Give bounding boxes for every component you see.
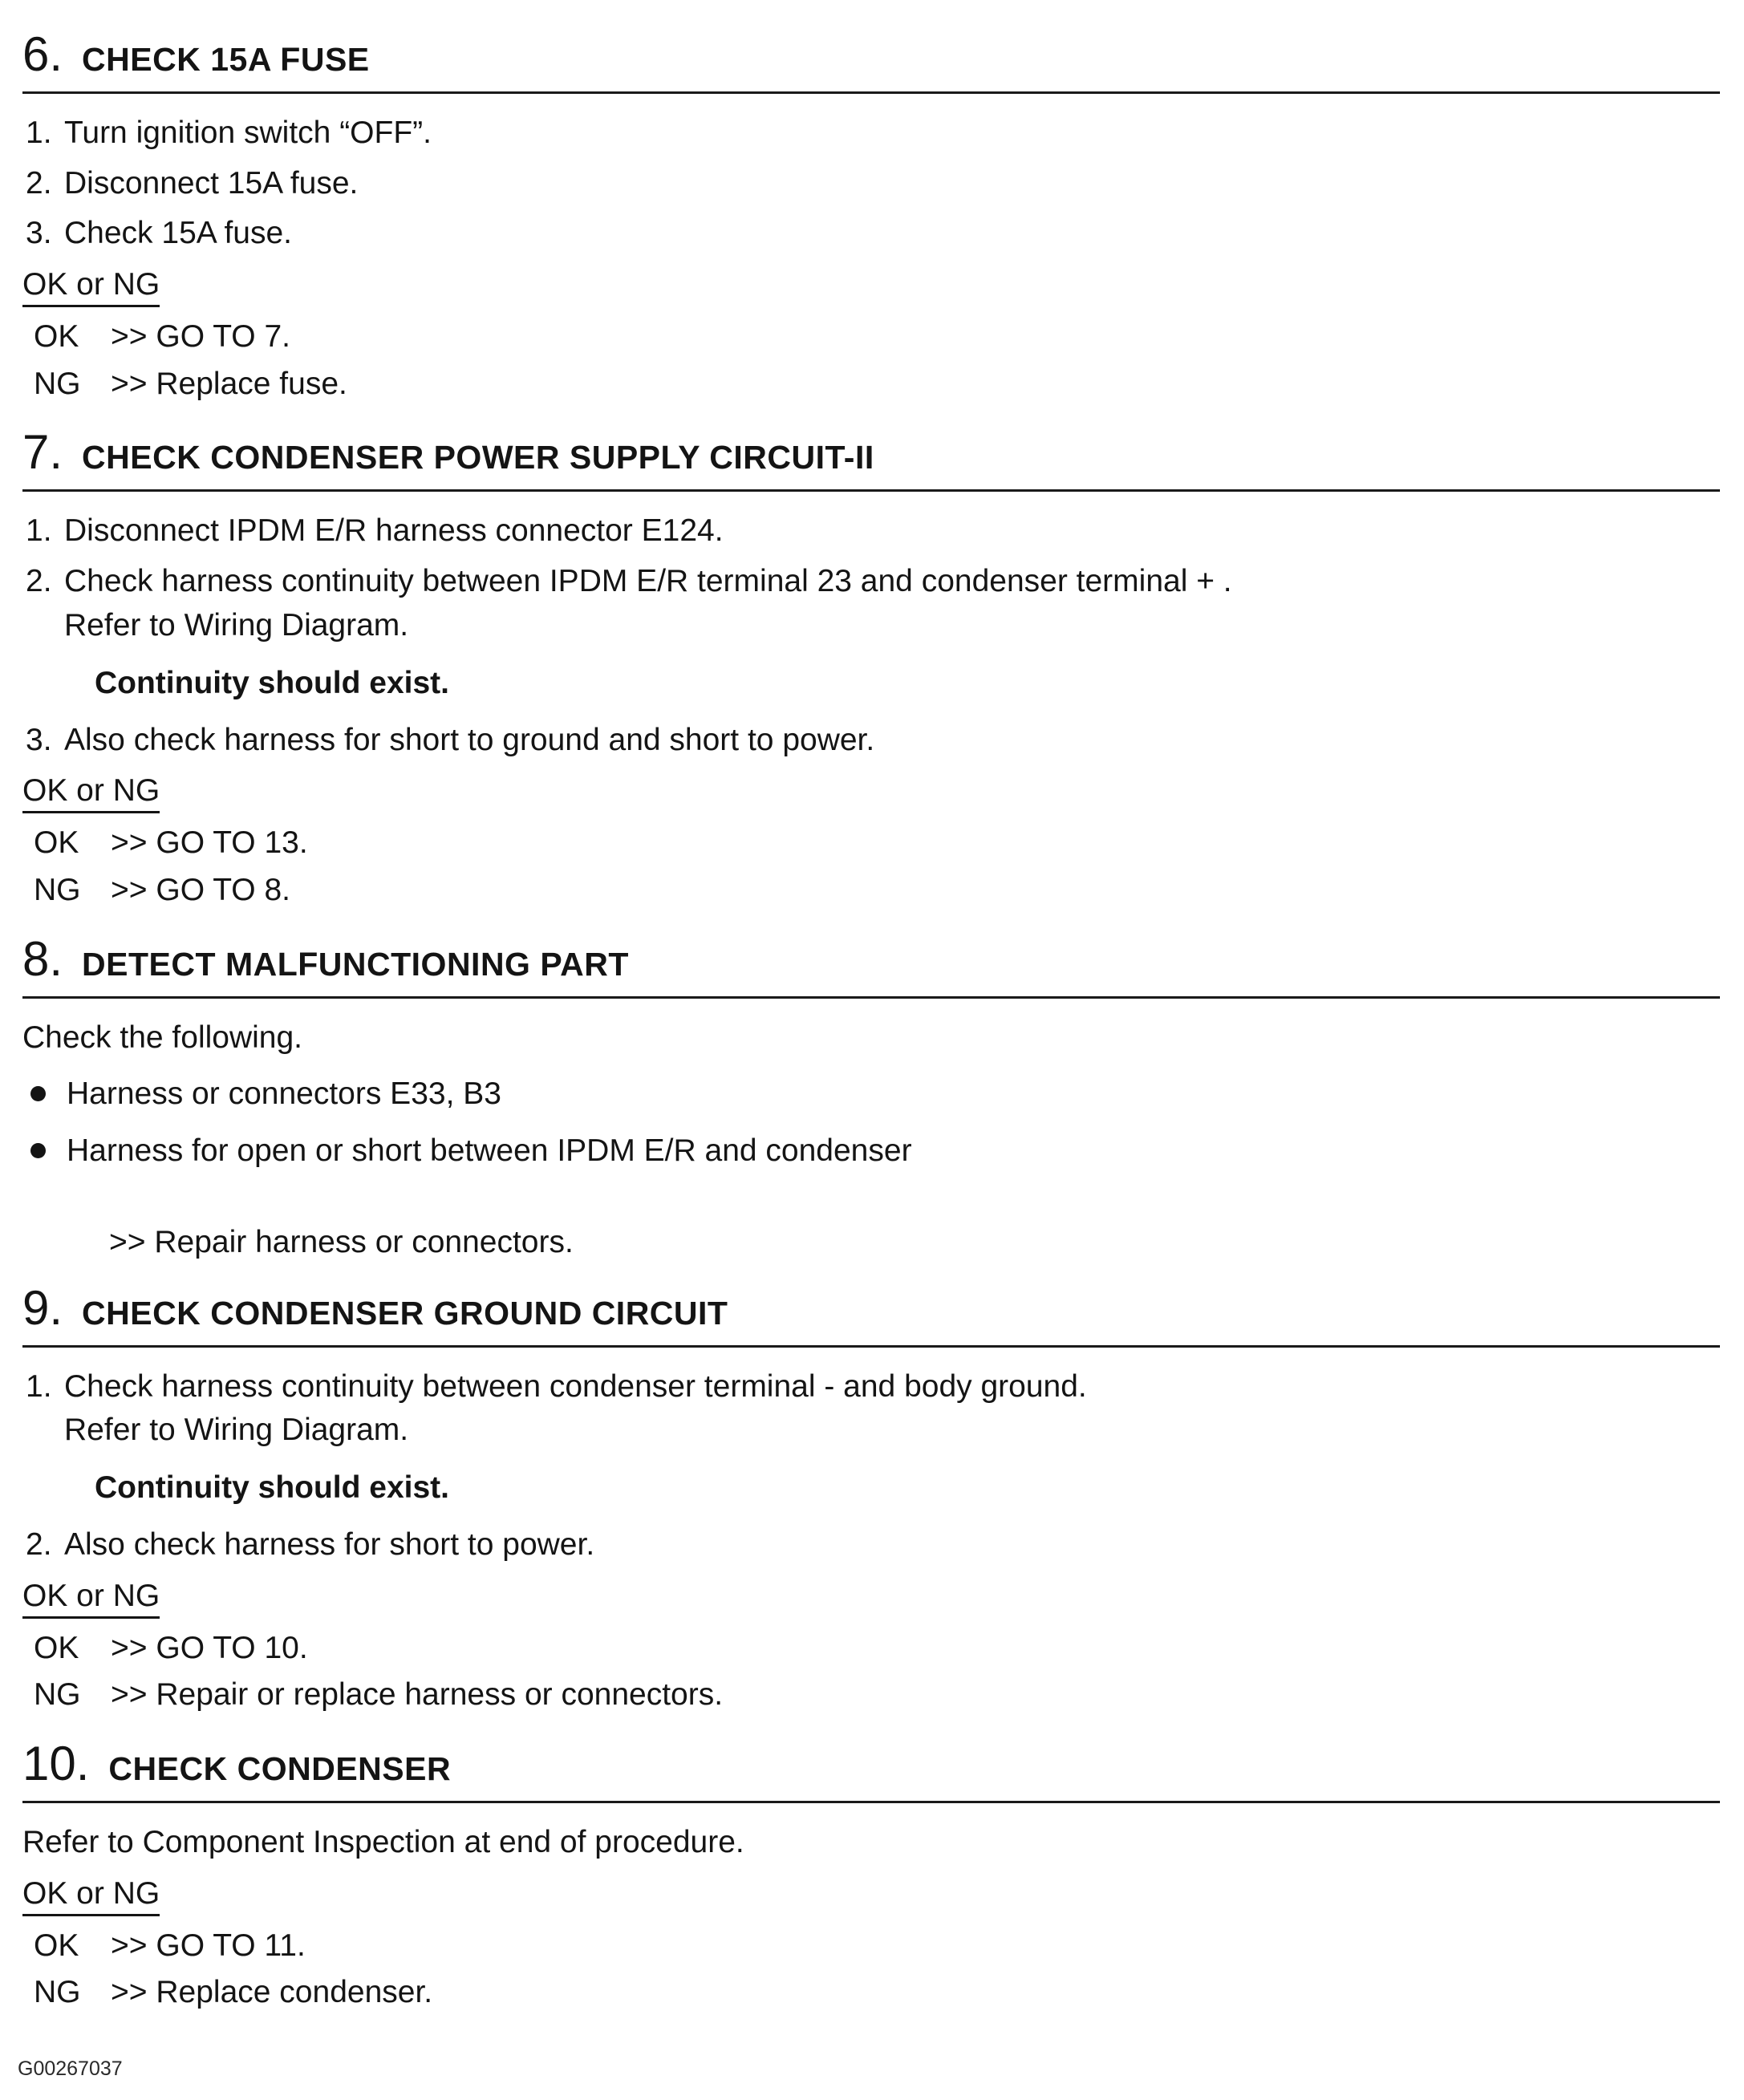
result-row	[22, 317, 1720, 358]
step-number: 2.	[26, 1527, 52, 1562]
result-action: >> GO TO 7.	[111, 319, 291, 355]
section-8-heading	[22, 931, 1720, 986]
section-number: 10.	[22, 1737, 90, 1791]
section-title: CHECK CONDENSER GROUND CIRCUIT	[82, 1294, 728, 1332]
result-row	[22, 1628, 1720, 1669]
bullet-item	[22, 1131, 1720, 1172]
section-10-heading	[22, 1737, 1720, 1791]
heading-rule	[22, 489, 1720, 492]
step	[22, 164, 1720, 205]
step-text-line1: Check harness continuity between IPDM E/R terminal 23 and condenser terminal + .	[64, 564, 1232, 599]
heading-rule	[22, 91, 1720, 94]
step-text: Disconnect IPDM E/R harness connector E124.	[64, 513, 724, 549]
section-number: 6.	[22, 27, 63, 81]
section-title: DETECT MALFUNCTIONING PART	[82, 945, 629, 983]
okng-label: OK or NG	[22, 773, 160, 813]
bullet-item	[22, 1074, 1720, 1115]
step-number: 2.	[26, 564, 52, 599]
heading-rule	[22, 996, 1720, 999]
result-label: OK	[34, 1630, 79, 1665]
section-title: CHECK CONDENSER	[108, 1750, 452, 1788]
section-7	[22, 425, 1720, 910]
result-label: OK	[34, 825, 79, 861]
step-number: 3.	[26, 722, 52, 757]
section-9	[22, 1280, 1720, 1716]
step	[22, 113, 1720, 154]
result-label: OK	[34, 319, 79, 355]
result-label: OK	[34, 1928, 79, 1963]
result-action: >> Replace condenser.	[111, 1975, 433, 2010]
intro-text: Refer to Component Inspection at end of procedure.	[22, 1825, 744, 1860]
step-number: 1.	[26, 116, 52, 150]
section-title: CHECK 15A FUSE	[82, 41, 370, 78]
result-action: >> Replace fuse.	[111, 366, 347, 401]
result-row	[22, 823, 1720, 864]
step-text: Disconnect 15A fuse.	[64, 165, 359, 201]
standalone-action: >> Repair harness or connectors.	[109, 1224, 574, 1259]
step-text-line2: Refer to Wiring Diagram.	[64, 1413, 409, 1448]
step	[22, 1525, 1720, 1566]
section-10	[22, 1737, 1720, 2013]
result-row	[22, 364, 1720, 405]
result-label: NG	[34, 1975, 81, 2010]
bullet-text: Harness or connectors E33, B3	[67, 1076, 501, 1112]
bullet-text: Harness for open or short between IPDM E/R and condenser	[67, 1133, 912, 1168]
intro-text: Check the following.	[22, 1020, 303, 1055]
result-action: >> Repair or replace harness or connectors.	[111, 1677, 724, 1713]
result-action: >> GO TO 10.	[111, 1630, 308, 1665]
result-row	[22, 1675, 1720, 1716]
section-8	[22, 931, 1720, 1260]
section-6	[22, 27, 1720, 404]
step-number: 2.	[26, 165, 52, 201]
continuity-note: Continuity should exist.	[95, 1470, 450, 1505]
okng-row	[22, 773, 1720, 813]
heading-rule	[22, 1801, 1720, 1803]
footer-figure-code: G00267037	[18, 2057, 123, 2081]
section-number: 9.	[22, 1280, 63, 1335]
section-number: 8.	[22, 931, 63, 986]
step	[22, 213, 1720, 254]
okng-label: OK or NG	[22, 1579, 160, 1619]
result-row	[22, 870, 1720, 911]
result-label: NG	[34, 366, 81, 401]
step-text	[64, 561, 1720, 646]
result-action: >> GO TO 8.	[111, 872, 291, 907]
continuity-note: Continuity should exist.	[95, 665, 450, 700]
result-row	[22, 1972, 1720, 2013]
result-label: NG	[34, 1677, 81, 1713]
bullet-dot-icon	[30, 1086, 46, 1101]
okng-row	[22, 1876, 1720, 1916]
section-6-heading	[22, 27, 1720, 81]
step-text-line1: Check harness continuity between condenser terminal - and body ground.	[64, 1368, 1087, 1404]
step-text: Turn ignition switch “OFF”.	[64, 116, 432, 150]
section-title: CHECK CONDENSER POWER SUPPLY CIRCUIT-II	[82, 439, 874, 476]
result-label: NG	[34, 872, 81, 907]
step	[22, 1367, 1720, 1451]
section-7-heading	[22, 425, 1720, 480]
step	[22, 511, 1720, 552]
result-action: >> GO TO 13.	[111, 825, 308, 861]
step-text: Also check harness for short to power.	[64, 1527, 595, 1562]
bullet-dot-icon	[30, 1143, 46, 1158]
okng-row	[22, 267, 1720, 307]
result-action: >> GO TO 11.	[111, 1928, 306, 1963]
okng-label: OK or NG	[22, 1876, 160, 1916]
step-text: Also check harness for short to ground and short to power.	[64, 722, 875, 757]
step	[22, 720, 1720, 761]
step	[22, 561, 1720, 646]
section-9-heading	[22, 1280, 1720, 1335]
step-text-line2: Refer to Wiring Diagram.	[64, 607, 409, 643]
step-number: 1.	[26, 1368, 52, 1404]
heading-rule	[22, 1345, 1720, 1348]
okng-row	[22, 1579, 1720, 1619]
step-text: Check 15A fuse.	[64, 216, 293, 251]
result-row	[22, 1926, 1720, 1967]
step-number: 1.	[26, 513, 52, 549]
section-number: 7.	[22, 425, 63, 480]
okng-label: OK or NG	[22, 267, 160, 307]
step-number: 3.	[26, 216, 52, 251]
step-text	[64, 1367, 1720, 1451]
